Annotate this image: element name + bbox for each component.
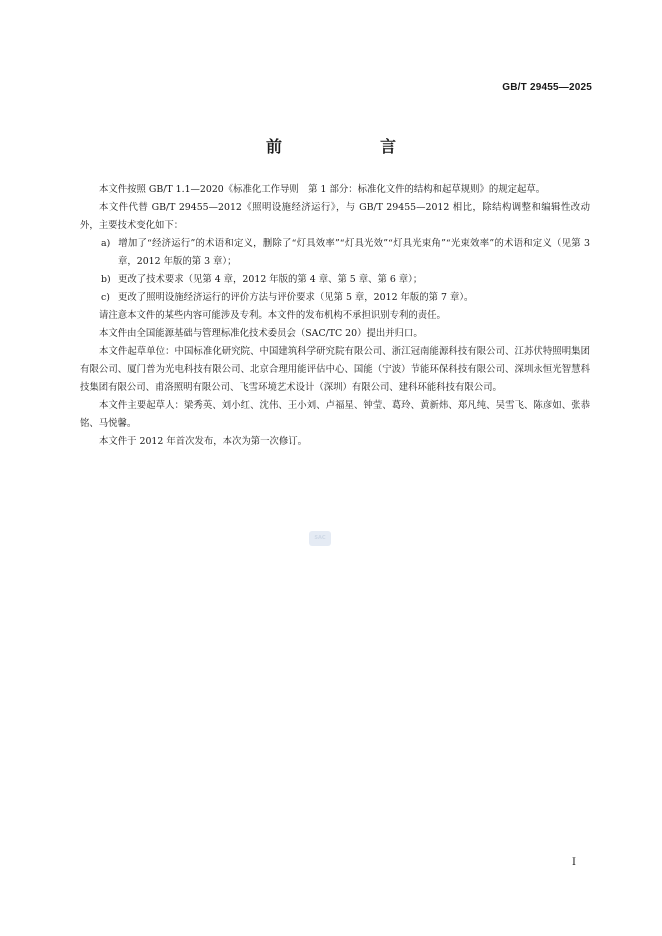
list-item-text: 更改了技术要求（见第 4 章，2012 年版的第 4 章、第 5 章、第 6 章）； — [118, 274, 423, 285]
list-marker: a) — [101, 238, 111, 249]
paragraph-drafting-rules: 本文件按照 GB/T 1.1—2020《标准化工作导则 第 1 部分：标准化文件的结构和起草规则》的规定起草。 — [99, 184, 546, 195]
sac-watermark-logo: SAC — [309, 531, 331, 546]
standard-number: GB/T 29455—2025 — [502, 82, 592, 93]
list-marker: c) — [101, 292, 110, 303]
paragraph-history: 本文件于 2012 年首次发布，本次为第一次修订。 — [99, 436, 307, 447]
list-item — [80, 235, 590, 271]
list-item-text: 更改了照明设施经济运行的评价方法与评价要求（见第 5 章，2012 年版的第 7 章）。 — [118, 292, 474, 303]
paragraph-committee: 本文件由全国能源基础与管理标准化技术委员会（SAC/TC 20）提出并归口。 — [99, 328, 423, 339]
list-item — [80, 271, 590, 289]
list-item-text: 增加了“经济运行”的术语和定义，删除了“灯具效率”“灯具光效”“灯具光束角”“光束效率”的术语和定义（见第 3 章，2012 年版的第 3 章）； — [118, 238, 590, 267]
list-item — [80, 289, 590, 307]
page-title: 前 言 — [265, 137, 418, 156]
paragraph-drafters: 本文件主要起草人：梁秀英、刘小红、沈伟、王小刘、卢福星、钟莹、葛玲、黄新炜、郑凡纯、吴雪飞、陈彦如、张恭铭、马悦馨。 — [80, 400, 590, 429]
paragraph-replacement: 本文件代替 GB/T 29455—2012《照明设施经济运行》，与 GB/T 29455—2012 相比，除结构调整和编辑性改动外，主要技术变化如下： — [80, 202, 590, 231]
page-number: I — [572, 857, 576, 868]
list-marker: b) — [101, 274, 111, 285]
preface-body — [80, 181, 590, 451]
paragraph-drafting-units: 本文件起草单位：中国标准化研究院、中国建筑科学研究院有限公司、浙江冠南能源科技有限公司、江苏伏特照明集团有限公司、厦门普为光电科技有限公司、北京合理用能评估中心、国能（宁波）节能环保科技有限公司、深圳永恒光智慧科技集团有限公司、甫洛照明有限公司、飞雪环境艺术设计（深圳）有限公司、建科环能科技有限公司。 — [80, 346, 590, 393]
paragraph-patent-notice: 请注意本文件的某些内容可能涉及专利。本文件的发布机构不承担识别专利的责任。 — [99, 310, 446, 321]
